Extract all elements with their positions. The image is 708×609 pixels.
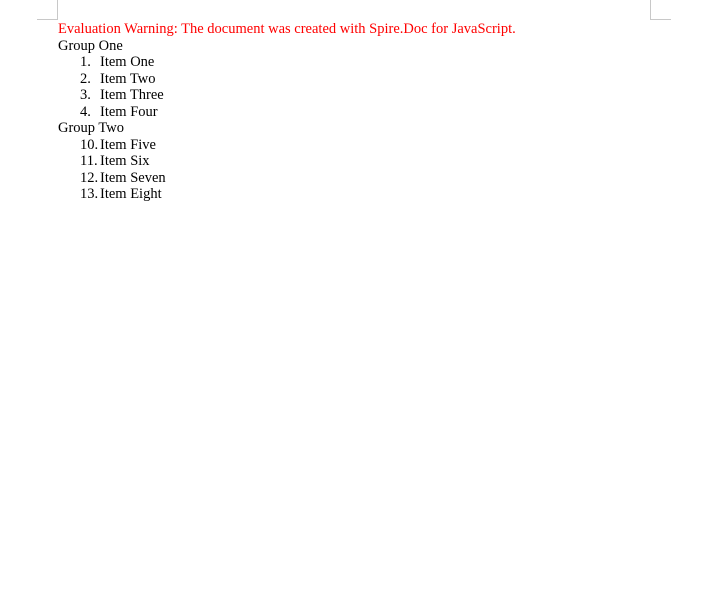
list-item (58, 137, 516, 154)
top-left-margin-mark (37, 0, 58, 20)
list-number: 10. (80, 136, 99, 153)
list-item-text: Item Eight (100, 186, 162, 202)
group-one (58, 38, 516, 121)
document-body (58, 21, 516, 203)
list-item-text: Item Six (100, 153, 150, 169)
group-two (58, 120, 516, 203)
list-item (58, 104, 516, 121)
list-item-text: Item One (100, 54, 155, 70)
list-number: 4. (80, 103, 91, 120)
list-item-text: Item Four (100, 103, 158, 120)
list-number: 1. (80, 54, 91, 70)
list-item (58, 170, 516, 187)
list-number: 12. (80, 169, 99, 186)
top-right-margin-mark (650, 0, 671, 20)
list-item-text: Item Two (100, 70, 156, 87)
group-heading: Group One (58, 37, 123, 54)
list-number: 13. (80, 186, 99, 202)
list-number: 3. (80, 87, 91, 103)
list-number: 11. (80, 153, 98, 169)
list-item (58, 71, 516, 88)
list-item-text: Item Five (100, 136, 156, 153)
group-heading: Group Two (58, 120, 124, 136)
numbered-list (58, 54, 516, 120)
list-item (58, 54, 516, 71)
numbered-list (58, 137, 516, 203)
list-item-text: Item Seven (100, 169, 166, 186)
evaluation-warning: Evaluation Warning: The document was created with Spire.Doc for JavaScript. (58, 21, 516, 37)
list-item (58, 87, 516, 104)
list-number: 2. (80, 70, 91, 87)
list-item-text: Item Three (100, 87, 164, 103)
list-item (58, 153, 516, 170)
list-item (58, 186, 516, 203)
